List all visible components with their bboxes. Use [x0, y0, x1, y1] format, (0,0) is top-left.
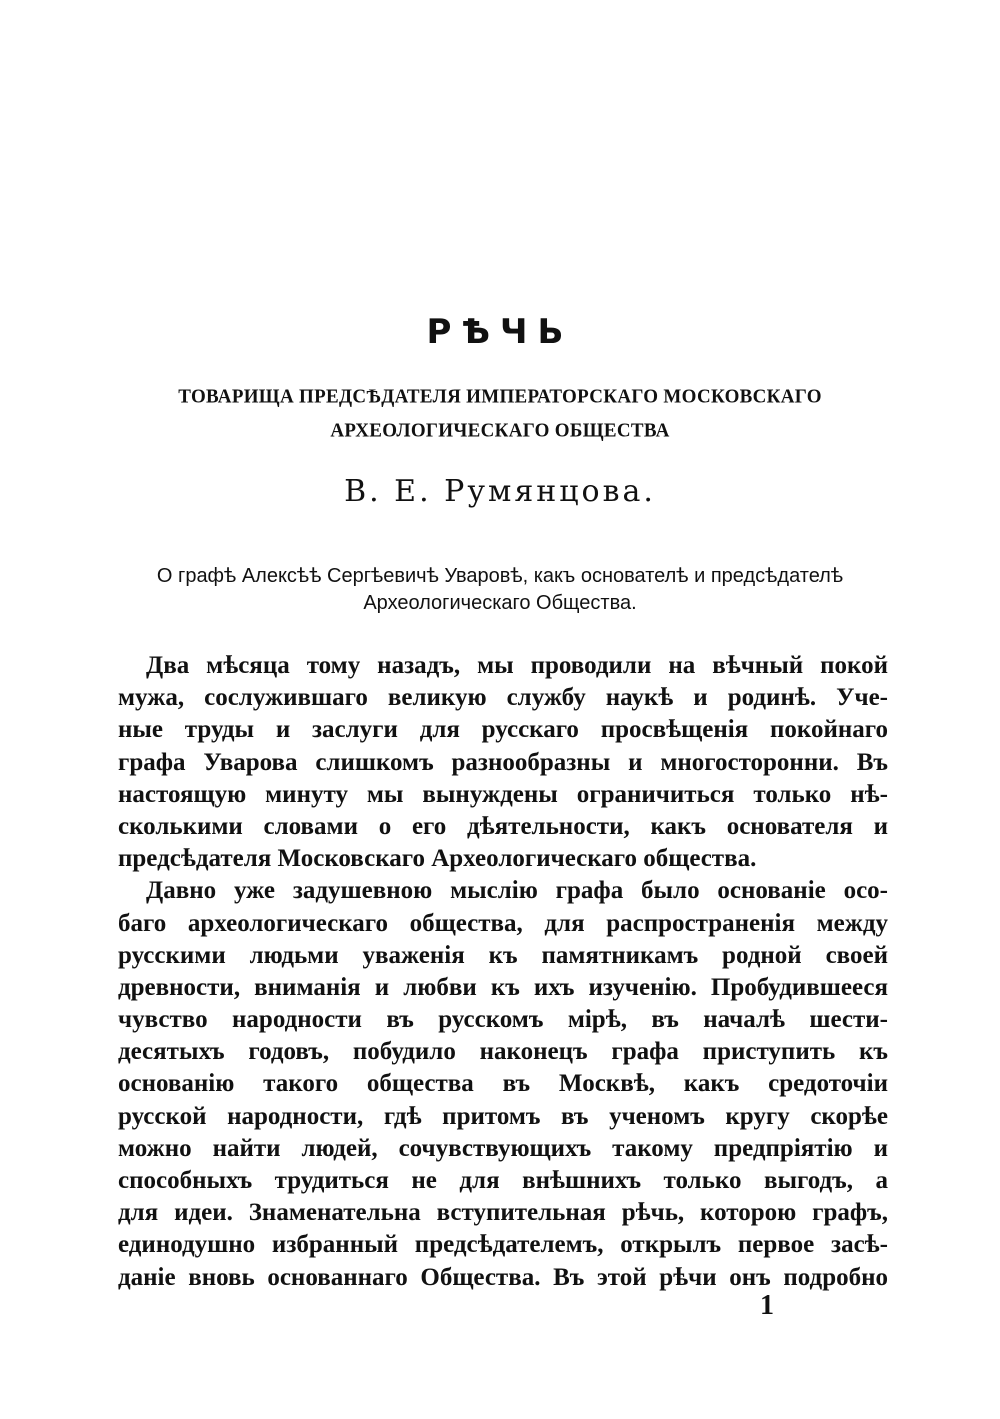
text-line: Два мѣсяца тому назадъ, мы проводили на вѣчный покой [146, 652, 888, 679]
text-line: русской народности, гдѣ притомъ въ ученомъ кругу скорѣе [118, 1102, 888, 1130]
subtitle-line-2: АРХЕОЛОГИЧЕСКАГО ОБЩЕСТВА [330, 419, 670, 442]
text-line: баго археологическаго общества, для распространенія между [118, 909, 888, 937]
text-line: Давно уже задушевною мыслію графа было основаніе осо- [146, 877, 888, 905]
epigraph-line-2: Археологическаго Общества. [363, 592, 637, 614]
text-line: предсѣдателя Московскаго Археологическаго общества. [118, 845, 757, 873]
page-number: 1 [760, 1290, 774, 1321]
text-line: настоящую минуту мы вынуждены ограничиться только нѣ- [118, 780, 888, 808]
body-text [118, 650, 888, 1294]
text-line: ные труды и заслуги для русскаго просвѣщенія покойнаго [118, 716, 888, 744]
text-line: русскими людьми уваженія къ памятникамъ родной своей [118, 941, 888, 969]
text-line: сколькими словами о его дѣятельности, какъ основателя и [118, 812, 888, 840]
text-line: даніе вновь основаннаго Общества. Въ этой рѣчи онъ подробно [118, 1263, 888, 1291]
text-line: единодушно избранный предсѣдателемъ, открылъ первое засѣ- [118, 1231, 888, 1259]
text-line: для идеи. Знаменательна вступительная рѣчь, которою графъ, [118, 1199, 888, 1227]
text-line: десятыхъ годовъ, побудило наконецъ графа приступить къ [118, 1038, 888, 1066]
text-line: можно найти людей, сочувствующихъ такому предпріятію и [118, 1134, 888, 1162]
author-name: В. Е. Румянцова. [344, 474, 656, 509]
text-line: чувство народности въ русскомъ мірѣ, въ началѣ шести- [118, 1006, 888, 1034]
text-line: способныхъ трудиться не для внѣшнихъ только выгодъ, а [118, 1167, 888, 1194]
subtitle-line-1: ТОВАРИЩА ПРЕДСѢДАТЕЛЯ ИМПЕРАТОРСКАГО МОСКОВСКАГО [178, 385, 822, 408]
speech-title: РѢЧЬ [426, 312, 574, 352]
epigraph-line-1: О графѣ Алексѣѣ Сергѣевичѣ Уваровѣ, какъ основателѣ и предсѣдателѣ [156, 565, 844, 587]
text-line: древности, вниманія и любви къ ихъ изученію. Пробудившееся [118, 973, 888, 1001]
text-line: основанію такого общества въ Москвѣ, какъ средоточіи [118, 1070, 888, 1098]
text-line: мужа, сослужившаго великую службу наукѣ и родинѣ. Уче- [118, 684, 888, 712]
text-line: графа Уварова слишкомъ разнообразны и многосторонни. Въ [118, 748, 888, 776]
